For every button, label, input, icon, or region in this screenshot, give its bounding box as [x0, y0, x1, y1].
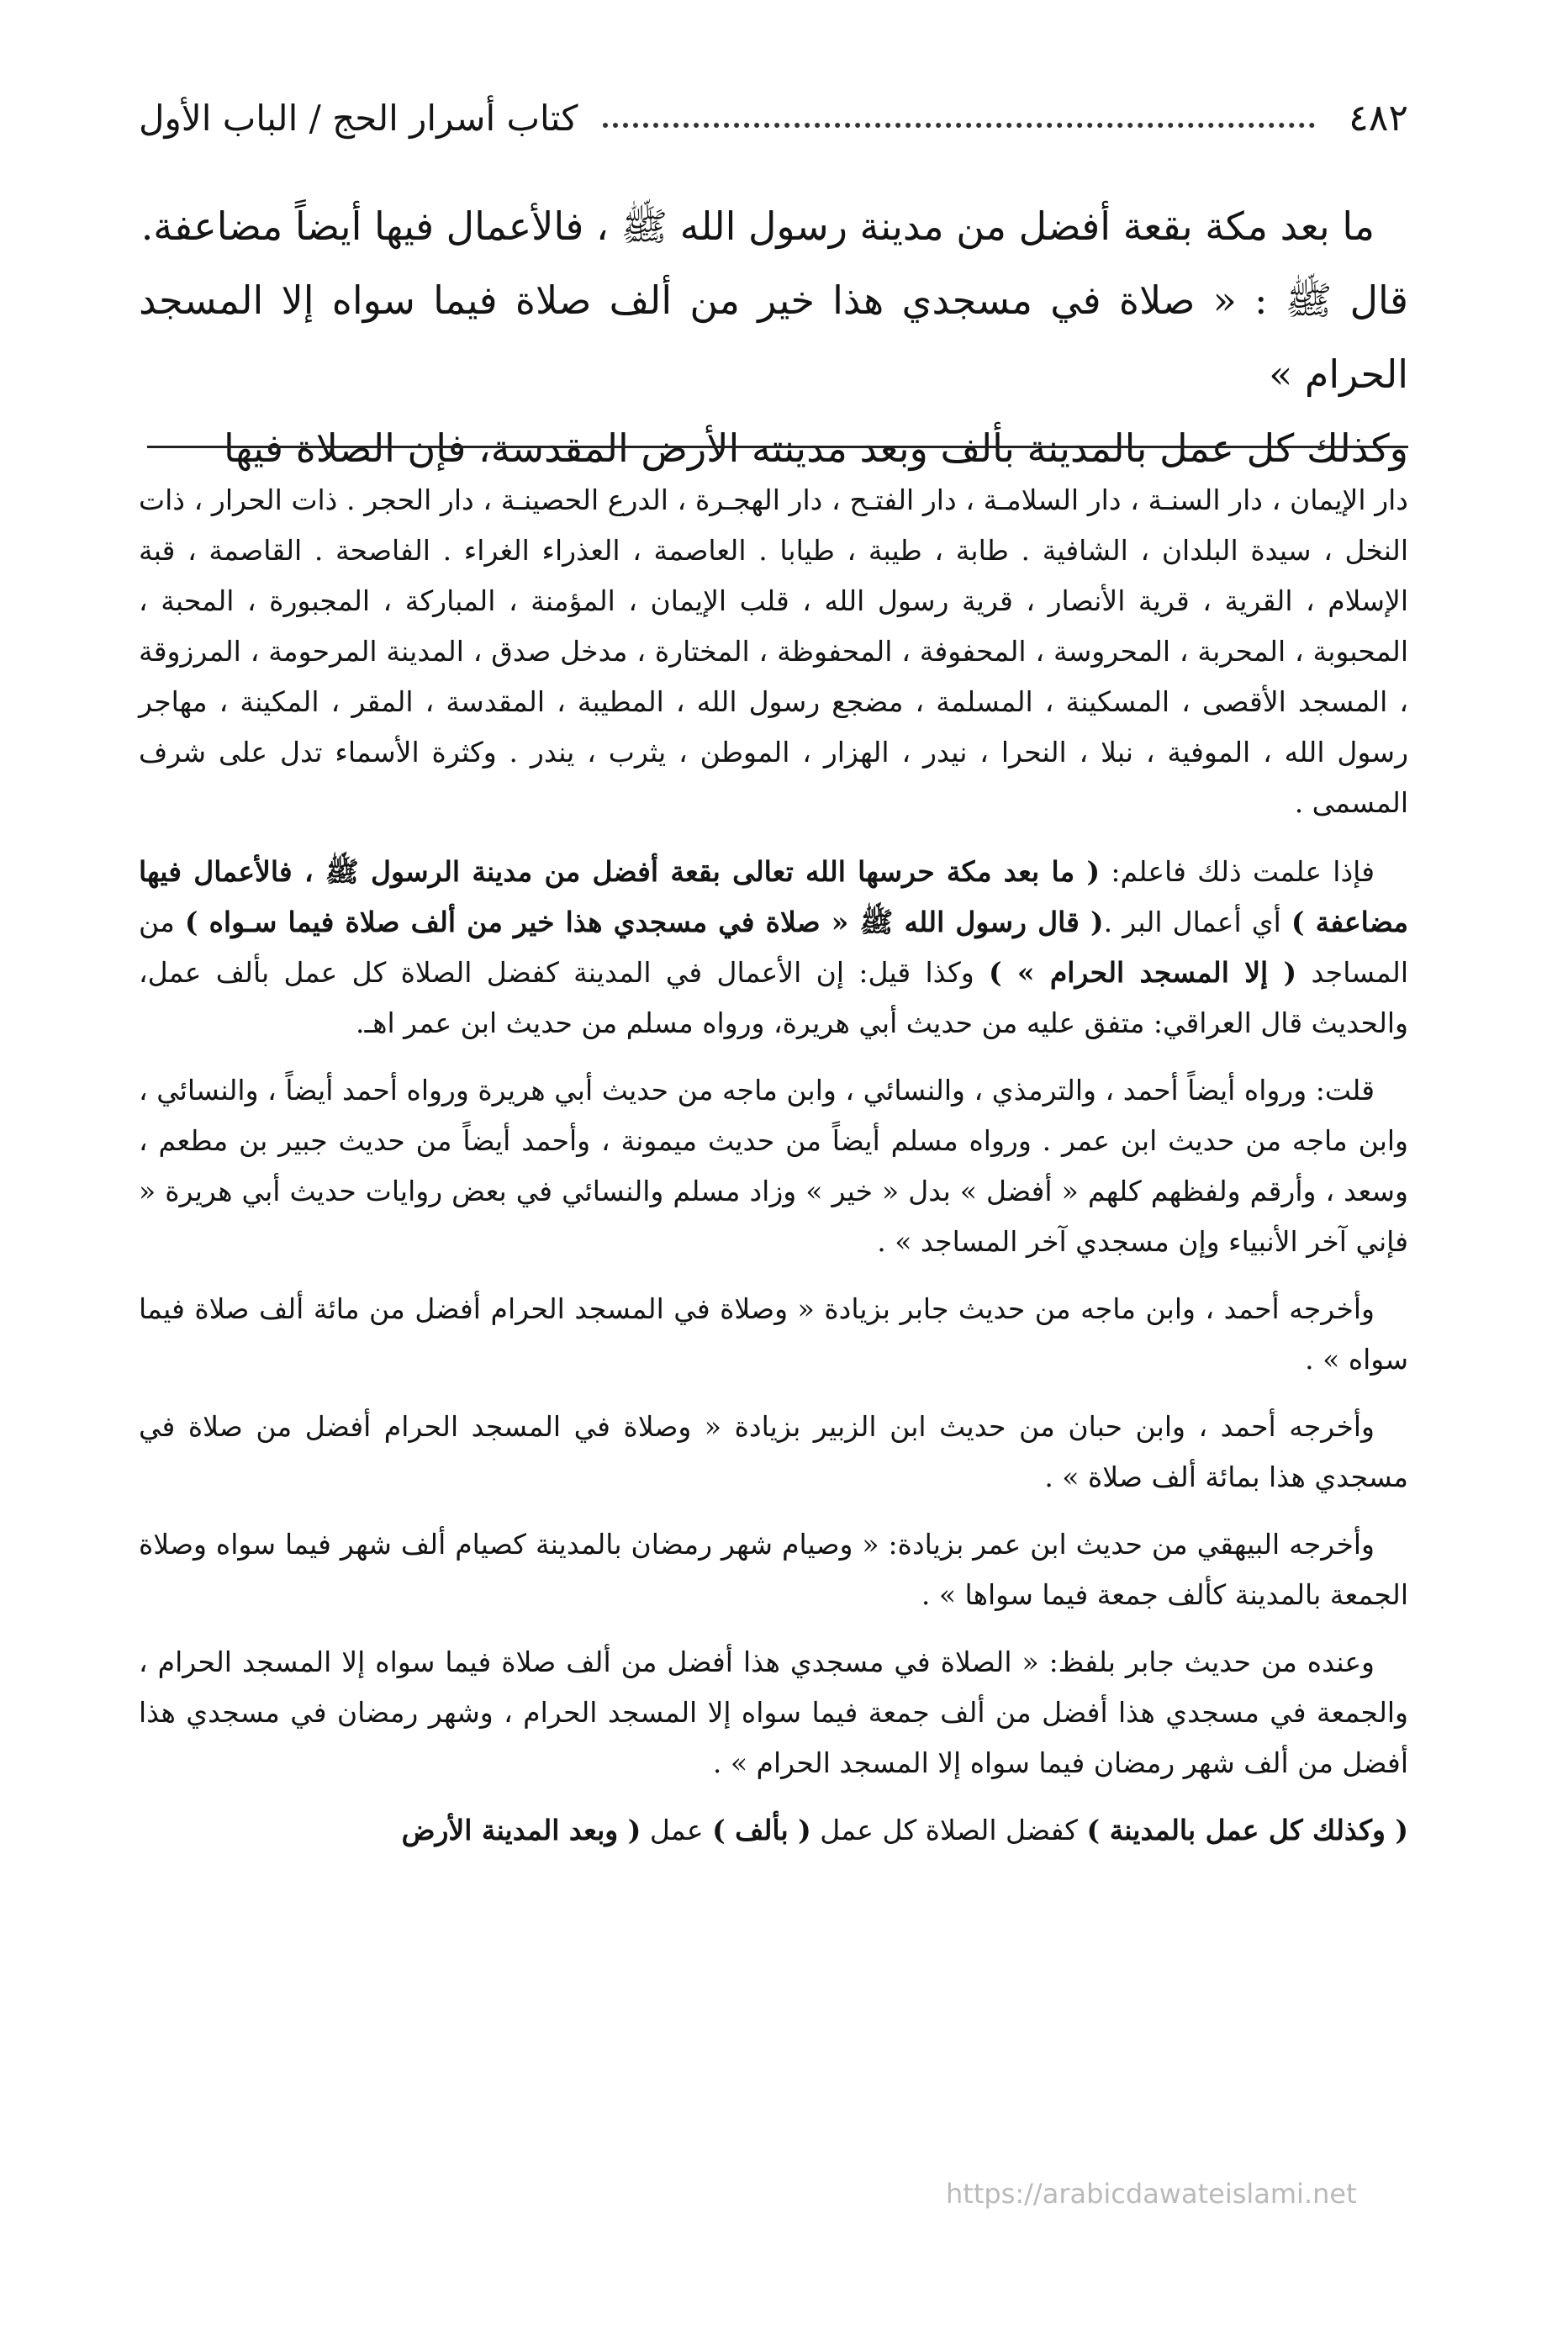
- footnote-names: دار الإيمان ، دار السنـة ، دار السلامـة ، دار الفتـح ، دار الهجـرة ، الدرع الحصينـة ، دار الحجر . ذات الحرار ، ذات النخل ، سيدة البلدان ، الشافية . طابة ، طيبة ، طيابا . العاصمة ، العذراء الغراء . الفاصحة . القاصمة ، قبة الإسلام ، القرية ، قرية الأنصار ، قرية رسول الله ، قلب الإيمان ، المؤمنة ، المباركة ، المجبورة ، المحبة ، المحبوبة ، المحربة ، المحروسة ، المحفوفة ، المحفوظة ، المختارة ، مدخل صدق ، المدينة المرحومة ، المرزوقة ، المسجد الأقصى ، المسكينة ، المسلمة ، مضجع رسول الله ، المطيبة ، المقدسة ، المقر ، المكينة ، مهاجر رسول الله ، الموفية ، نبلا ، النحرا ، نيدر ، الهزار ، الموطن ، يثرب ، يندر . وكثرة الأسماء تدل على شرف المسمى .: [139, 483, 1408, 819]
- watermark-url: https://arabicdawateislami.net: [946, 2178, 1357, 2210]
- quoted-main-text: ( وكذلك كل عمل بالمدينة ): [1086, 1814, 1408, 1846]
- commentary-text: كفضل الصلاة كل عمل: [810, 1814, 1087, 1846]
- footnote-separator: [147, 446, 1408, 448]
- quoted-main-text: ( بألف ): [712, 1814, 811, 1846]
- commentary-paragraph: وأخرجه أحمد ، وابن ماجه من حديث جابر بزيادة « وصلاة في المسجد الحرام أفضل من مائة ألف صلاة فيما سواه » .: [139, 1292, 1408, 1376]
- quoted-main-text: ( وبعد المدينة الأرض: [401, 1814, 641, 1846]
- commentary-paragraph: وأخرجه أحمد ، وابن حبان من حديث ابن الزبير بزيادة « وصلاة في المسجد الحرام أفضل من صلاة في مسجدي هذا بمائة ألف صلاة » .: [139, 1410, 1408, 1493]
- page-number: ٤٨٢: [1349, 96, 1408, 140]
- commentary-paragraph: [139, 1805, 1408, 1856]
- commentary-section: [139, 475, 1408, 1873]
- commentary-paragraph: وأخرجه البيهقي من حديث ابن عمر بزيادة: « وصيام شهر رمضان بالمدينة كصيام ألف شهر فيما سواه وصلاة الجمعة بالمدينة كألف جمعة فيما سواها » .: [139, 1528, 1408, 1611]
- main-text-line: وكذلك كل عمل بالمدينة بألف وبعد مدينته الأرض المقدسة، فإن الصلاة فيها: [223, 425, 1408, 471]
- commentary-paragraph: [139, 847, 1408, 1049]
- commentary-text: أي أعمال البر .: [1103, 906, 1291, 938]
- quoted-main-text: ( إلا المسجد الحرام » ): [988, 956, 1297, 989]
- commentary-text: من المساجد: [139, 906, 1408, 989]
- main-text-line: قال ﷺ : « صلاة في مسجدي هذا خير من ألف صلاة فيما سواه إلا المسجد الحرام »: [139, 277, 1408, 397]
- commentary-text: عمل: [641, 1814, 713, 1846]
- commentary-text: فإذا علمت ذلك فاعلم:: [1100, 855, 1375, 888]
- running-title: كتاب أسرار الحج / الباب الأول: [139, 97, 578, 139]
- commentary-paragraph: قلت: ورواه أيضاً أحمد ، والترمذي ، والنسائي ، وابن ماجه من حديث أبي هريرة ورواه أحمد أيضاً ، والنسائي ، وابن ماجه من حديث ابن عمر . ورواه مسلم أيضاً من حديث ميمونة ، وأحمد أيضاً من حديث جبير بن مطعم ، وسعد ، وأرقم ولفظهم كلهم « أفضل » بدل « خير » وزاد مسلم والنسائي في بعض روايات حديث أبي هريرة « فإني آخر الأنبياء وإن مسجدي آخر المساجد » .: [139, 1074, 1408, 1258]
- main-text-line: ما بعد مكة بقعة أفضل من مدينة رسول الله ﷺ ، فالأعمال فيها أيضاً مضاعفة.: [140, 203, 1375, 249]
- commentary-text: وكذا قيل: إن الأعمال في المدينة كفضل الصلاة كل عمل بألف عمل، والحديث قال العراقي: متفق عليه من حديث أبي هريرة، ورواه مسلم من حديث ابن عمر اهـ.: [139, 956, 1408, 1039]
- commentary-paragraph: وعنده من حديث جابر بلفظ: « الصلاة في مسجدي هذا أفضل من ألف صلاة فيما سواه إلا المسجد الحرام ، والجمعة في مسجدي هذا أفضل من ألف جمعة فيما سواه إلا المسجد الحرام ، وشهر رمضان في مسجدي هذا أفضل من ألف شهر رمضان فيما سواه إلا المسجد الحرام » .: [139, 1646, 1408, 1779]
- page-header: [139, 84, 1408, 151]
- dotted-leader: [603, 123, 1315, 128]
- quoted-main-text: ( ما بعد مكة حرسها الله تعالى بقعة أفضل من مدينة الرسول ﷺ ، فالأعمال فيها مضاعفة ): [139, 855, 1408, 938]
- main-text: [139, 189, 1408, 485]
- quoted-main-text: ( قال رسول الله ﷺ « صلاة في مسجدي هذا خير من ألف صلاة فيما سـواه ): [184, 906, 1104, 938]
